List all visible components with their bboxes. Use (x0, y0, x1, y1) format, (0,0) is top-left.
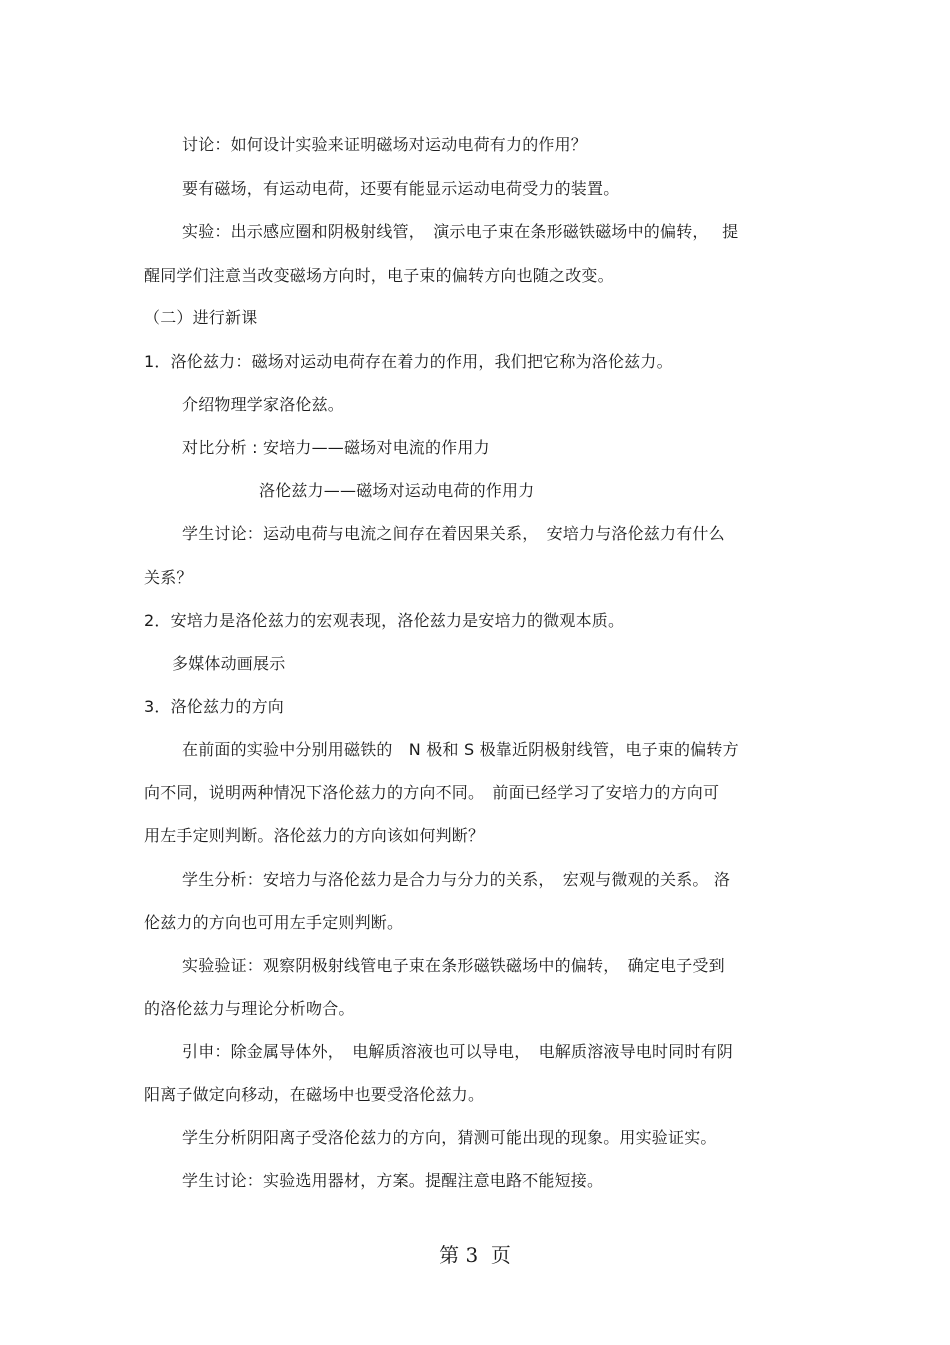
paragraph-line: 学生分析阴阳离子受洛伦兹力的方向，猜测可能出现的现象。用实验证实。 (182, 1128, 717, 1147)
paragraph-line: 介绍物理学家洛伦兹。 (182, 395, 345, 414)
paragraph-line: 引申：除金属导体外， 电解质溶液也可以导电， 电解质溶液导电时同时有阴 (182, 1042, 734, 1061)
paragraph-line: 在前面的实验中分别用磁铁的 N 极和 S 极靠近阴极射线管，电子束的偏转方 (182, 740, 739, 759)
paragraph-line: 多媒体动画展示 (172, 654, 286, 673)
paragraph-line: 学生讨论：运动电荷与电流之间存在着因果关系， 安培力与洛伦兹力有什么 (182, 524, 725, 543)
numbered-item: 3．洛伦兹力的方向 (144, 697, 284, 716)
paragraph-line: 实验：出示感应圈和阴极射线管， 演示电子束在条形磁铁磁场中的偏转， 提 (182, 222, 739, 241)
numbered-item: 1．洛伦兹力：磁场对运动电荷存在着力的作用，我们把它称为洛伦兹力。 (144, 352, 673, 371)
paragraph-line: 醒同学们注意当改变磁场方向时，电子束的偏转方向也随之改变。 (144, 266, 614, 285)
paragraph-line: 学生分析：安培力与洛伦兹力是合力与分力的关系， 宏观与微观的关系。 洛 (182, 870, 731, 889)
paragraph-line: 对比分析 : 安培力——磁场对电流的作用力 (182, 438, 490, 457)
paragraph-line: 讨论：如何设计实验来证明磁场对运动电荷有力的作用？ (182, 135, 588, 154)
page-number: 第 3 页 (439, 1243, 511, 1267)
paragraph-line: 向不同，说明两种情况下洛伦兹力的方向不同。 前面已经学习了安培力的方向可 (144, 783, 720, 802)
paragraph-line: 用左手定则判断。洛伦兹力的方向该如何判断？ (144, 826, 485, 845)
paragraph-line: 洛伦兹力——磁场对运动电荷的作用力 (259, 481, 535, 500)
numbered-item: 2．安培力是洛伦兹力的宏观表现，洛伦兹力是安培力的微观本质。 (144, 611, 625, 630)
section-heading: （二）进行新课 (144, 308, 258, 327)
paragraph-line: 要有磁场，有运动电荷，还要有能显示运动电荷受力的装置。 (182, 179, 620, 198)
paragraph-line: 实验验证：观察阴极射线管电子束在条形磁铁磁场中的偏转， 确定电子受到 (182, 956, 725, 975)
paragraph-line: 关系？ (144, 568, 193, 587)
paragraph-line: 伦兹力的方向也可用左手定则判断。 (144, 913, 404, 932)
paragraph-line: 学生讨论：实验选用器材，方案。提醒注意电路不能短接。 (182, 1171, 604, 1190)
paragraph-line: 的洛伦兹力与理论分析吻合。 (144, 999, 355, 1018)
paragraph-line: 阳离子做定向移动，在磁场中也要受洛伦兹力。 (144, 1085, 485, 1104)
